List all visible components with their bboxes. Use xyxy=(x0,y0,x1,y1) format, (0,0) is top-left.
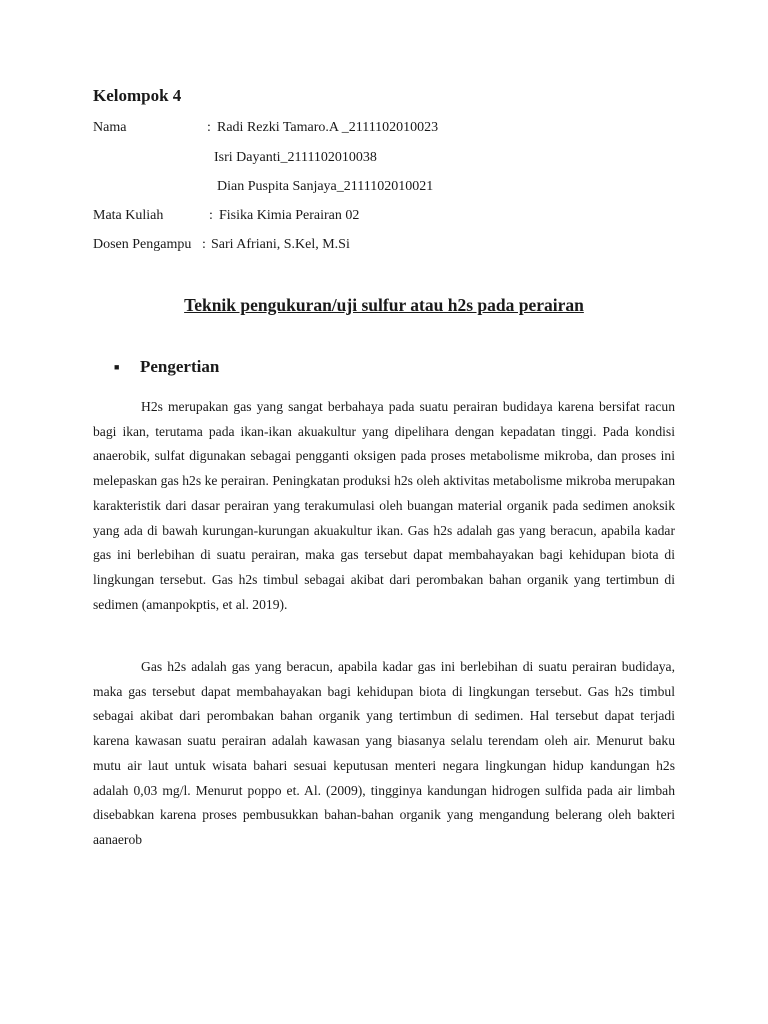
square-bullet-icon: ■ xyxy=(114,362,120,372)
lecturer-value: Sari Afriani, S.Kel, M.Si xyxy=(211,237,350,252)
name-separator: : xyxy=(207,120,211,135)
member-3: Dian Puspita Sanjaya_2111102010021 xyxy=(217,179,434,194)
document-title: Teknik pengukuran/uji sulfur atau h2s pada perairan xyxy=(184,295,584,315)
lecturer-label: Dosen Pengampu xyxy=(93,237,192,252)
paragraph-1: H2s merupakan gas yang sangat berbahaya pada suatu perairan budidaya karena bersifat racun bagi ikan, terutama pada ikan-ikan akuakultur yang dipelihara dengan kepadatan tinggi. Pada kondisi anaerobik, sulfat digunakan sebagai pengganti oksigen pada proses metabolisme mikroba, dan proses ini melepaskan gas h2s ke perairan. Peningkatan produksi h2s oleh aktivitas metabolisme mikroba merupakan karakteristik dari dasar perairan yang terakumulasi oleh buangan material organik pada sedimen anoksik yang ada di bawah kurungan-kurungan akuakultur ikan. Gas h2s adalah gas yang beracun, apabila kadar gas ini berlebihan di suatu perairan, maka gas tersebut dapat membahayakan bagi kehidupan biota di lingkungan tersebut. Gas h2s timbul sebagai akibat dari perombakan bahan organik yang tertimbun di sedimen (amanpokptis, et al. 2019). xyxy=(93,399,675,612)
course-label: Mata Kuliah xyxy=(93,208,164,223)
member-1: Radi Rezki Tamaro.A _2111102010023 xyxy=(217,120,439,135)
course-separator: : xyxy=(209,208,213,223)
course-value: Fisika Kimia Perairan 02 xyxy=(219,208,360,223)
paragraph-2: Gas h2s adalah gas yang beracun, apabila kadar gas ini berlebihan di suatu perairan budidaya, maka gas tersebut dapat membahayakan bagi kehidupan biota di lingkungan tersebut. Gas h2s timbul sebagai akibat dari perombakan bahan organik yang tertimbun di sedimen. Hal tersebut dapat terjadi karena kawasan suatu perairan adalah kawasan yang biasanya selalu terendam oleh air. Menurut baku mutu air laut untuk wisata bahari sesuai keputusan menteri negara lingkungan hidup kandungan h2s adalah 0,03 mg/l. Menurut poppo et. Al. (2009), tingginya kandungan hidrogen sulfida pada air limbah disebabkan karena proses pembusukkan bahan-bahan organik yang mengandung belerang oleh bakteri aanaerob xyxy=(93,659,675,847)
lecturer-separator: : xyxy=(202,237,206,252)
name-label: Nama xyxy=(93,120,127,135)
group-title: Kelompok 4 xyxy=(93,86,182,105)
section-heading: Pengertian xyxy=(140,357,220,376)
member-2: Isri Dayanti_2111102010038 xyxy=(214,150,377,165)
